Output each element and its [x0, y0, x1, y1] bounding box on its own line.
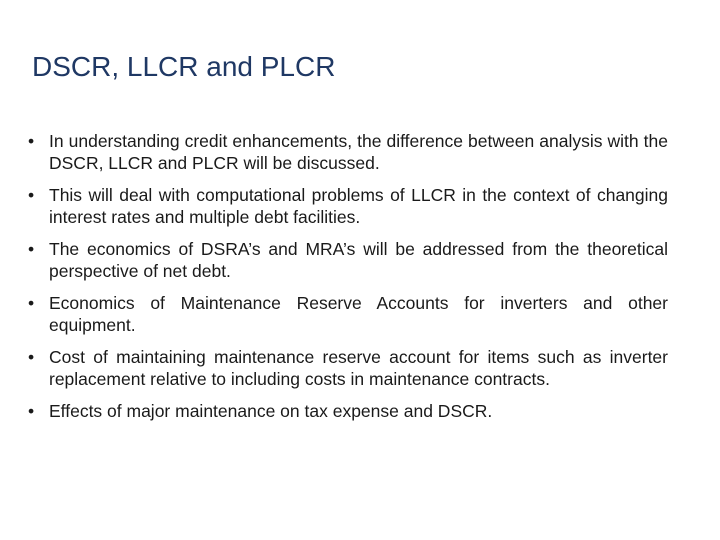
bullet-icon: • — [28, 401, 35, 421]
bullet-text: Cost of maintaining maintenance reserve account for items such as inverter replacement relative to including costs in maintenance contracts. — [49, 347, 668, 389]
bullet-item — [28, 238, 668, 282]
bullet-list — [28, 130, 668, 432]
bullet-icon: • — [28, 239, 35, 259]
bullet-icon: • — [28, 293, 35, 313]
bullet-text: Effects of major maintenance on tax expense and DSCR. — [49, 401, 493, 421]
bullet-text: The economics of DSRA’s and MRA’s will be addressed from the theoretical perspective of net debt. — [49, 239, 668, 281]
bullet-text: This will deal with computational problems of LLCR in the context of changing interest rates and multiple debt facilities. — [49, 185, 668, 227]
bullet-icon: • — [28, 185, 35, 205]
bullet-icon: • — [28, 347, 35, 367]
slide-title: DSCR, LLCR and PLCR — [32, 51, 336, 82]
bullet-item — [28, 130, 668, 174]
bullet-icon: • — [28, 131, 35, 151]
bullet-item — [28, 346, 668, 390]
bullet-item — [28, 292, 668, 336]
bullet-text: Economics of Maintenance Reserve Accounts for inverters and other equipment. — [49, 293, 668, 335]
bullet-item — [28, 400, 668, 422]
bullet-item — [28, 184, 668, 228]
bullet-text: In understanding credit enhancements, the difference between analysis with the DSCR, LLCR and PLCR will be discussed. — [49, 131, 668, 173]
